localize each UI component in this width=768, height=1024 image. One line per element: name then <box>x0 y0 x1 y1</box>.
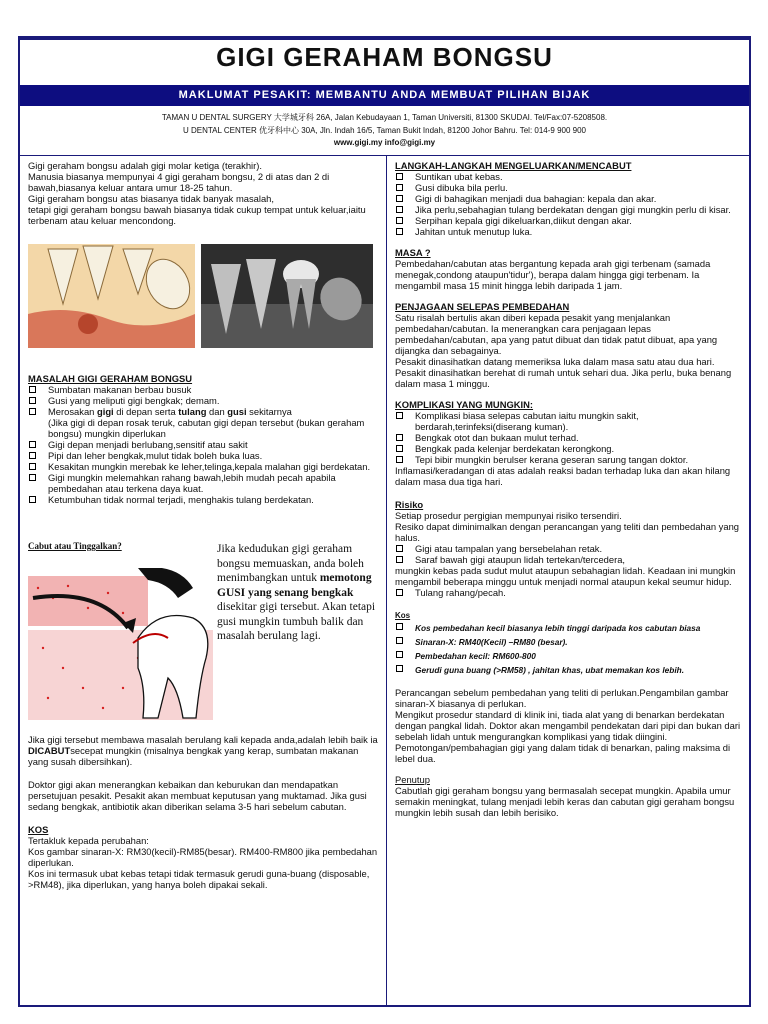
penutup-heading: Penutup <box>395 774 430 785</box>
pemotongan-text: Pemotongan/pembahagian gigi yang dalam tidak di benarkan, paling maksima di lebel dua. <box>395 742 731 764</box>
penjagaan-heading: PENJAGAAN SELEPAS PEMBEDAHAN <box>395 301 570 312</box>
contact-line: www.gigi.my info@gigi.my <box>333 138 436 147</box>
dicabut-text: Jika gigi tersebut membawa masalah berulang kali kepada anda,adalah lebih baik ia DICABUTsecepat mungkin (misalnya bengkak yang kerap, sumbatan makanan yang susah dibersihkan). <box>28 734 378 767</box>
list-item: Gigi di bahagikan menjadi dua bahagian: kepala dan akar. <box>395 193 743 204</box>
risiko-text: Resiko dapat diminimalkan dengan perancangan yang teliti dan pembedahan yang halus. <box>395 521 739 543</box>
risiko-text: mungkin kebas pada sudut mulut ataupun sebahagian lidah. Keadaan ini mungkin mengambil beberapa minggu untuk menjadi normal ataupun kekal seumur hidup. <box>395 565 736 587</box>
masa-text: Pembedahan/cabutan atas bergantung kepada arah gigi terbenam (samada menegak,condong ataupun'tidur'), berapa dalam hingga gigi terbenam. Ia mengambil masa 15 minit hingga lebih daripada 1 jam. <box>395 258 711 291</box>
list-item: Pipi dan leher bengkak,mulut tidak boleh buka luas. <box>28 450 380 461</box>
list-item: Gigi mungkin melemahkan rahang bawah,lebih mudah pecah apabila pembedahan atau terkena daya kuat. <box>28 472 380 494</box>
list-item: Pembedahan kecil: RM600-800 <box>395 649 743 663</box>
list-item: Tulang rahang/pecah. <box>395 587 743 598</box>
dicabut-section <box>28 734 380 890</box>
list-item: Tepi bibir mungkin berulser kerana geseran sarung tangan doktor. <box>395 454 743 465</box>
masalah-section <box>28 373 380 505</box>
list-item: Serpihan kepala gigi dikeluarkan,diikut dengan akar. <box>395 215 743 226</box>
langkah-heading: LANGKAH-LANGKAH MENGELUARKAN/MENCABUT <box>395 160 632 171</box>
intro-line: Manusia biasanya mempunyai 4 gigi geraham bongsu, 2 di atas dan 2 di bawah,biasanya keluar antara umur 18-25 tahun. <box>28 171 330 193</box>
kos-line: Kos ini termasuk ubat kebas tetapi tidak termasuk gerudi guna-buang (disposable, >RM48), jika diperlukan, yang hanya boleh dipakai sekali. <box>28 868 370 890</box>
penjagaan-text: Pesakit dinasihatkan datang memeriksa luka dalam masa satu atau dua hari. Pesakit dinasihatkan berehat di rumah untuk sehari dua. Jika perlu, buka benang dalam masa 1 minggu. <box>395 356 732 389</box>
komplikasi-text: Inflamasi/keradangan di atas adalah reaksi badan terhadap luka dan akan hilang dalam masa dua tiga hari. <box>395 465 731 487</box>
list-item: Sinaran-X: RM40(Kecil) –RM80 (besar). <box>395 635 743 649</box>
masalah-heading: MASALAH GIGI GERAHAM BONGSU <box>28 373 193 384</box>
risiko-heading: Risiko <box>395 499 424 510</box>
kos-heading: Kos <box>395 611 411 620</box>
list-item: Suntikan ubat kebas. <box>395 171 743 182</box>
column-divider <box>386 156 387 1005</box>
xray-image <box>201 244 373 348</box>
right-column <box>395 160 743 818</box>
left-column <box>28 160 380 226</box>
kos-line: Tertakluk kepada perubahan: <box>28 835 149 846</box>
list-item: Bengkak otot dan bukaan mulut terhad. <box>395 432 743 443</box>
perancangan-text: Perancangan sebelum pembedahan yang teliti di perlukan.Pengambilan gambar sinaran-X biasanya di perlukan. <box>395 687 729 709</box>
list-item: Gerudi guna buang (>RM58) , jahitan khas, ubat memakan kos lebih. <box>395 663 743 677</box>
list-item: Bengkak pada kelenjar berdekatan kerongkong. <box>395 443 743 454</box>
list-item: Gusi dibuka bila perlu. <box>395 182 743 193</box>
list-item: Jika perlu,sebahagian tulang berdekatan dengan gigi mungkin perlu di kisar. <box>395 204 743 215</box>
mengikut-text: Mengikut prosedur standard di klinik ini, tiada alat yang di benarkan berdekatan dengan pangkal lidah. Doktor akan mengambil pendekatan dari pipi dan bukan dari sebelah lidah untuk mengurangkan komplikasi yang tidak diingini. <box>395 709 741 742</box>
address-line-1: TAMAN U DENTAL SURGERY 大学城牙科 26A, Jalan Kebudayaan 1, Taman Universiti, 81300 SKUDAI. Tel/Fax:07-5208508. <box>161 113 608 122</box>
page-title: GIGI GERAHAM BONGSU <box>216 42 553 72</box>
intro-line: Gigi geraham bongsu adalah gigi molar ketiga (terakhir). <box>28 160 262 171</box>
list-item: Komplikasi biasa selepas cabutan iaitu mungkin sakit, berdarah,terinfeksi(diserang kuman). <box>395 410 743 432</box>
list-item: Sumbatan makanan berbau busuk <box>28 384 380 395</box>
doktor-text: Doktor gigi akan menerangkan kebaikan dan keburukan dan mendapatkan persetujuan pesakit. Pesakit akan membuat keputusan yang muktamad. Jika gusi sedang bengkak, antibiotik akan diberikan selama 3-5 hari sebelum cabutan. <box>28 779 367 812</box>
clinic-address-block <box>20 112 749 150</box>
impacted-tooth-illustration <box>28 244 195 348</box>
kos-line: Kos gambar sinaran-X: RM30(kecil)-RM85(besar). RM400-RM800 jika pembedahan diperlukan. <box>28 846 378 868</box>
address-line-2: U DENTAL CENTER 优牙科中心 30A, Jln. Indah 16/5, Taman Bukit Indah, 81200 Johor Bahru. Tel: 014-9 900 900 <box>182 125 587 135</box>
list-item: Saraf bawah gigi ataupun lidah tertekan/tercedera, <box>395 554 743 565</box>
list-item: Gigi atau tampalan yang bersebelahan retak. <box>395 543 743 554</box>
intro-line: tetapi gigi geraham bongsu bawah biasanya tidak cukup tempat untuk keluar,iaitu terbenam atau keluar mencondong. <box>28 204 366 226</box>
list-item: Merosakan gigi di depan serta tulang dan gusi sekitarnya (Jika gigi di depan rosak teruk, cabutan gigi depan tersebut (bukan geraham bongsu) mungkin diperlukan <box>28 406 380 439</box>
intro-line: Gigi geraham bongsu atas biasanya tidak banyak masalah, <box>28 193 274 204</box>
list-item: Gigi depan menjadi berlubang,sensitif atau sakit <box>28 439 380 450</box>
gum-tooth-illustration <box>28 568 213 723</box>
list-item: Kesakitan mungkin merebak ke leher,telinga,kepala malahan gigi berdekatan. <box>28 461 380 472</box>
list-item: Gusi yang meliputi gigi bengkak; demam. <box>28 395 380 406</box>
subtitle-banner: MAKLUMAT PESAKIT: MEMBANTU ANDA MEMBUAT PILIHAN BIJAK <box>20 85 749 106</box>
kos-heading: KOS <box>28 824 49 835</box>
komplikasi-heading: KOMPLIKASI YANG MUNGKIN: <box>395 399 534 410</box>
list-item: Ketumbuhan tidak normal terjadi, menghakis tulang berdekatan. <box>28 494 380 505</box>
list-item: Kos pembedahan kecil biasanya lebih tinggi daripada kos cabutan biasa <box>395 621 743 635</box>
penutup-text: Cabutlah gigi geraham bongsu yang bermasalah secepat mungkin. Apabila umur semakin meningkat, tulang menjadi lebih keras dan cabutan gigi geraham bongsu mungkin lebih susah dan lebih berisiko. <box>395 785 735 818</box>
masa-heading: MASA ? <box>395 247 431 258</box>
risiko-text: Setiap prosedur pergigian mempunyai risiko tersendiri. <box>395 510 622 521</box>
list-item: Jahitan untuk menutup luka. <box>395 226 743 237</box>
header-divider <box>20 155 749 156</box>
cabut-heading: Cabut atau Tinggalkan? <box>28 541 122 551</box>
penjagaan-text: Satu risalah bertulis akan diberi kepada pesakit yang menjalankan pembedahan/cabutan. Ia menerangkan cara penjagaan lepas pembedahan/cabutan, apa yang patut dibuat dan tidak patut dibuat, apa yang dijangka dan sebagainya. <box>395 312 718 356</box>
cabut-text: Jika kedudukan gigi geraham bongsu memuaskan, anda boleh menimbangkan untuk memotong GUSI yang senang bengkak disekitar gigi tersebut. Akan tetapi gusi mungkin tumbuh balik dan masalah berulang lagi. <box>217 543 376 642</box>
